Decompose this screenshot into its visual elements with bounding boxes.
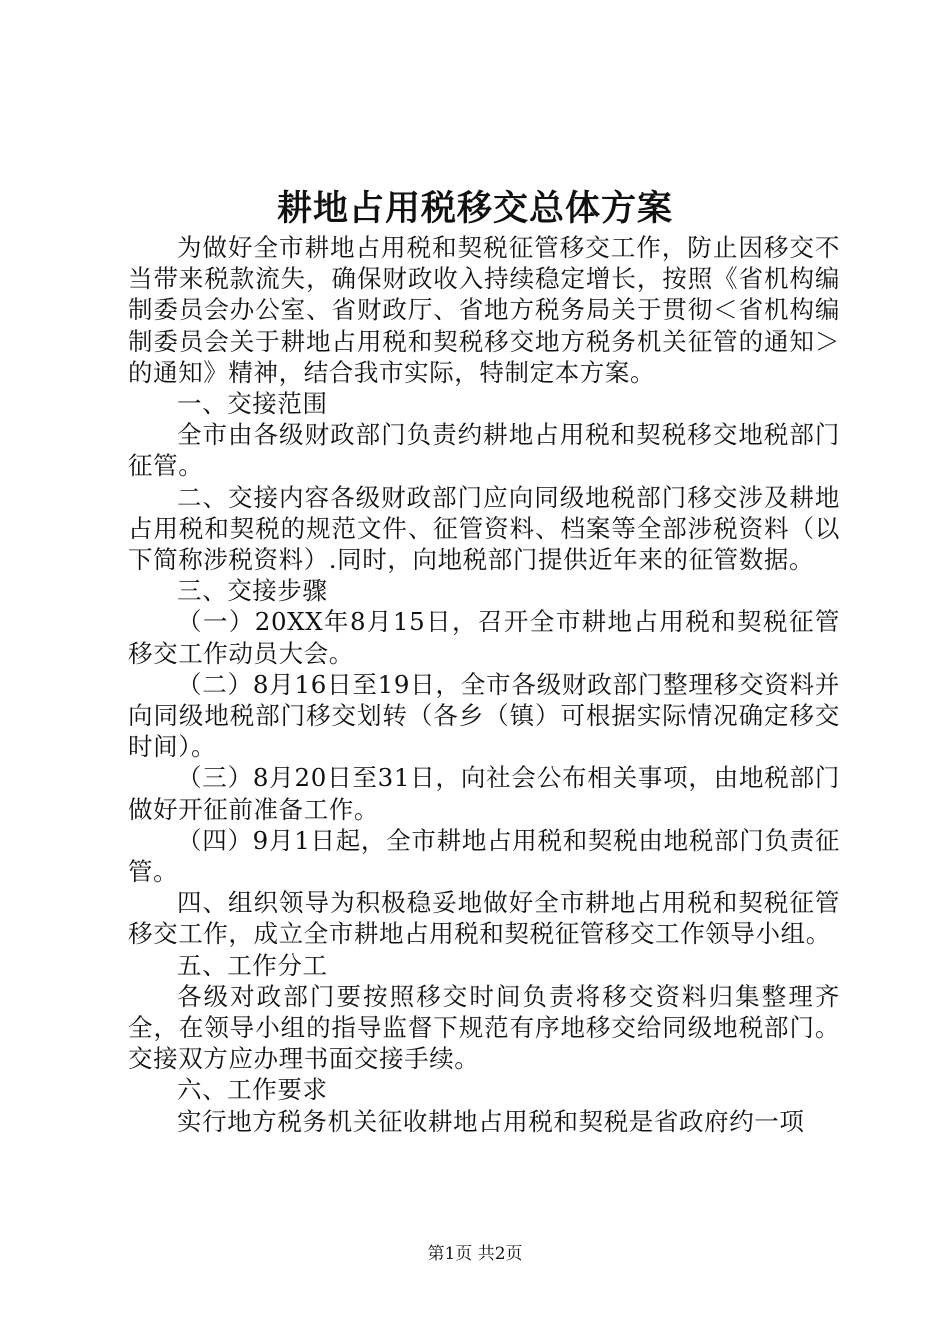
section-heading-requirements: 六、工作要求 bbox=[177, 1075, 328, 1105]
step-three-paragraph: （三）8月20日至31日，向社会公布相关事项，由地税部门做好开征前准备工作。 bbox=[128, 763, 840, 824]
step-one-paragraph: （一）20XX年8月15日，召开全市耕地占用税和契税征管移交工作动员大会。 bbox=[128, 607, 840, 668]
step-four-paragraph: （四）9月1日起，全市耕地占用税和契税由地税部门负责征管。 bbox=[128, 825, 840, 887]
requirements-paragraph: 实行地方税务机关征收耕地占用税和契税是省政府约一项 bbox=[177, 1106, 805, 1136]
page-number-footer: 第1页 共2页 bbox=[427, 1244, 523, 1264]
content-paragraph: 二、交接内容各级财政部门应向同级地税部门移交涉及耕地占用税和契税的规范文件、征管资料、档案等全部涉税资料（以下简称涉税资料）.同时，向地税部门提供近年来的征管数据。 bbox=[128, 482, 840, 575]
step-two-paragraph: （二）8月16日至19日，全市各级财政部门整理移交资料并向同级地税部门移交划转（各乡（镇）可根据实际情况确定移交时间）。 bbox=[128, 669, 840, 762]
section-heading-division: 五、工作分工 bbox=[177, 950, 328, 980]
leadership-paragraph: 四、组织领导为积极稳妥地做好全市耕地占用税和契税征管移交工作，成立全市耕地占用税和契税征管移交工作领导小组。 bbox=[128, 888, 840, 949]
document-title: 耕地占用税移交总体方案 bbox=[276, 188, 673, 229]
intro-paragraph: 为做好全市耕地占用税和契税征管移交工作，防止因移交不当带来税款流失，确保财政收入持续稳定增长，按照《省机构编制委员会办公室、省财政厅、省地方税务局关于贯彻＜省机构编制委员会关于耕地占用税和契税移交地方税务机关征管的通知＞的通知》精神，结合我市实际，特制定本方案。 bbox=[128, 233, 840, 387]
section-heading-steps: 三、交接步骤 bbox=[177, 576, 328, 606]
document-body bbox=[128, 232, 840, 1137]
division-paragraph: 各级对政部门要按照移交时间负责将移交资料归集整理齐全，在领导小组的指导监督下规范有序地移交给同级地税部门。交接双方应办理书面交接手续。 bbox=[128, 981, 840, 1074]
section-heading-scope: 一、交接范围 bbox=[177, 389, 328, 419]
scope-paragraph: 全市由各级财政部门负责约耕地占用税和契税移交地税部门征管。 bbox=[128, 420, 840, 481]
